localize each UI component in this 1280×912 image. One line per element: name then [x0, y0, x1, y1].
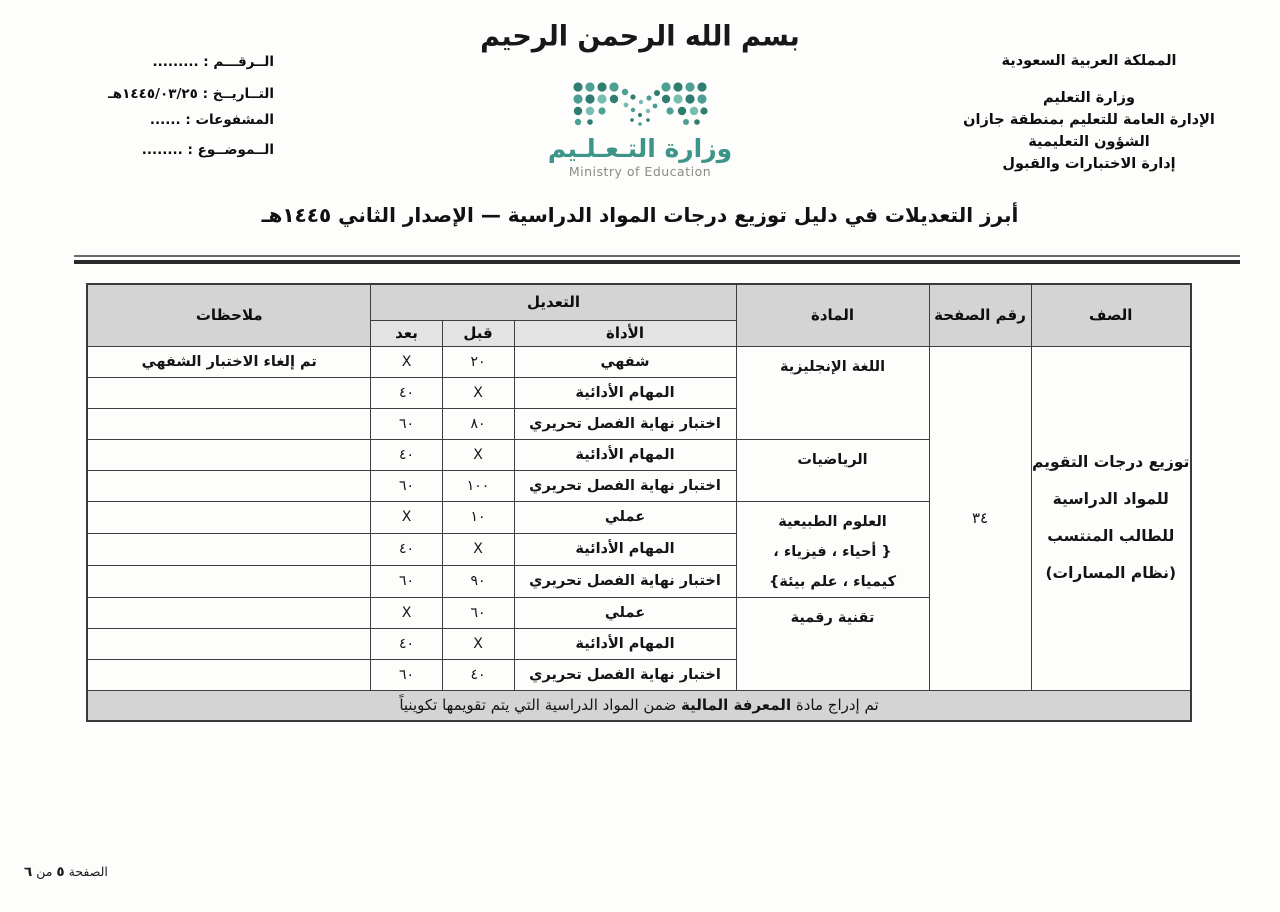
after-cell: ٤٠ — [371, 439, 442, 470]
note-cell: تم إلغاء الاختبار الشفهي — [87, 346, 371, 377]
after-cell: ٦٠ — [371, 659, 442, 690]
field-attachments-value: ...... — [149, 112, 181, 128]
note-cell — [87, 377, 371, 408]
after-cell: ٤٠ — [371, 628, 442, 659]
table-row — [87, 346, 1191, 377]
org-ministry: وزارة التعليم — [1042, 90, 1135, 106]
note-cell — [87, 501, 371, 533]
footer-note-prefix: تم إدراج مادة — [791, 696, 879, 715]
before-cell: ١٠ — [442, 501, 514, 533]
after-cell: ٦٠ — [371, 408, 442, 439]
field-number-value: ......... — [152, 54, 199, 70]
note-cell — [87, 470, 371, 501]
note-cell — [87, 439, 371, 470]
field-number-sep: : — [198, 54, 214, 70]
grade-cell — [1031, 346, 1191, 690]
tool-cell: شفهي — [514, 346, 736, 377]
after-cell: ٦٠ — [371, 565, 442, 597]
before-cell: ٢٠ — [442, 346, 514, 377]
subject-line: { أحياء ، فيزياء ، — [773, 543, 892, 560]
tool-cell: المهام الأدائية — [514, 439, 736, 470]
before-cell: X — [442, 628, 514, 659]
subject-line: تقنية رقمية — [790, 609, 875, 626]
before-cell: ٩٠ — [442, 565, 514, 597]
page-footer — [24, 864, 108, 880]
before-cell: X — [442, 439, 514, 470]
amendments-table-wrapper — [88, 283, 1192, 722]
note-cell — [87, 628, 371, 659]
ministry-logo-dots-icon — [571, 80, 709, 132]
subject-line: العلوم الطبيعية — [778, 513, 887, 530]
footer-note-bold: المعرفة المالية — [681, 696, 792, 715]
note-cell — [87, 565, 371, 597]
tool-cell: المهام الأدائية — [514, 628, 736, 659]
subject-cell-digital-tech — [736, 597, 929, 690]
grade-line: للطالب المنتسب — [1047, 527, 1175, 545]
field-date-sep: : — [197, 86, 213, 102]
before-cell: X — [442, 377, 514, 408]
field-number-label: الــرقـــم — [213, 54, 274, 70]
note-cell — [87, 597, 371, 628]
ministry-name-arabic: وزارة التـعـلـيم — [547, 134, 733, 163]
page-footer-total: ٦ — [24, 864, 33, 880]
tool-cell: عملي — [514, 597, 736, 628]
field-subject — [22, 140, 274, 161]
tool-cell: اختبار نهاية الفصل تحريري — [514, 470, 736, 501]
after-cell: X — [371, 346, 442, 377]
bismillah-calligraphy: بسم الله الرحمن الرحيم — [480, 20, 800, 53]
field-date-value: ١٤٤٥/٠٣/٢٥هـ — [108, 86, 198, 102]
field-attachments-label: المشفوعات — [195, 112, 274, 128]
after-cell: ٤٠ — [371, 533, 442, 565]
after-cell: X — [371, 597, 442, 628]
letterhead-org-block — [950, 50, 1228, 175]
header-after: بعد — [371, 320, 442, 346]
subject-cell-science — [736, 501, 929, 597]
footer-note-suffix: ضمن المواد الدراسية التي يتم تقويمها تكوينياً — [399, 696, 681, 715]
divider-thin-line — [74, 255, 1240, 257]
ministry-name-english: Ministry of Education — [568, 164, 712, 179]
subject-cell-english — [736, 346, 929, 439]
table-footer-row — [87, 690, 1191, 721]
before-cell: ٤٠ — [442, 659, 514, 690]
letterhead-fields-block — [22, 52, 274, 161]
subject-cell-math — [736, 439, 929, 501]
org-administration: الإدارة العامة للتعليم بمنطقة جازان — [963, 112, 1215, 128]
amendments-table — [86, 283, 1192, 722]
field-number — [22, 52, 274, 73]
field-attachments — [22, 110, 274, 131]
tool-cell: اختبار نهاية الفصل تحريري — [514, 565, 736, 597]
note-cell — [87, 533, 371, 565]
divider-thick-line — [74, 260, 1240, 264]
org-country: المملكة العربية السعودية — [1001, 53, 1177, 69]
after-cell: X — [371, 501, 442, 533]
subject-line: اللغة الإنجليزية — [779, 358, 886, 375]
document-title: أبرز التعديلات في دليل توزيع درجات المواد الدراسية — الإصدار الثاني ١٤٤٥هـ — [261, 203, 1019, 227]
after-cell: ٤٠ — [371, 377, 442, 408]
header-amendment: التعديل — [371, 284, 736, 320]
header-grade: الصف — [1031, 284, 1191, 346]
page-footer-of: من — [32, 864, 57, 879]
header-subject: المادة — [736, 284, 929, 346]
tool-cell: اختبار نهاية الفصل تحريري — [514, 659, 736, 690]
grade-line: للمواد الدراسية — [1052, 490, 1169, 508]
subject-line: كيمياء ، علم بيئة} — [768, 573, 897, 590]
grade-line: (نظام المسارات) — [1045, 564, 1177, 582]
field-subject-value: ........ — [141, 142, 183, 158]
header-notes: ملاحظات — [87, 284, 371, 346]
header-tool: الأداة — [514, 320, 736, 346]
header-page-number: رقم الصفحة — [929, 284, 1031, 346]
field-attachments-sep: : — [180, 112, 196, 128]
letterhead-logo-block — [460, 8, 820, 180]
tool-cell: اختبار نهاية الفصل تحريري — [514, 408, 736, 439]
field-subject-sep: : — [182, 142, 198, 158]
field-date-label: التــاريــخ — [212, 86, 274, 102]
before-cell: ٦٠ — [442, 597, 514, 628]
note-cell — [87, 408, 371, 439]
tool-cell: عملي — [514, 501, 736, 533]
title-divider — [74, 255, 1240, 264]
before-cell: X — [442, 533, 514, 565]
header-before: قبل — [442, 320, 514, 346]
org-section: إدارة الاختبارات والقبول — [1002, 156, 1176, 172]
before-cell: ٨٠ — [442, 408, 514, 439]
subject-line: الرياضيات — [797, 451, 868, 468]
page-number-cell: ٣٤ — [929, 346, 1031, 690]
org-department: الشؤون التعليمية — [1028, 134, 1150, 150]
tool-cell: المهام الأدائية — [514, 377, 736, 408]
tool-cell: المهام الأدائية — [514, 533, 736, 565]
note-cell — [87, 659, 371, 690]
before-cell: ١٠٠ — [442, 470, 514, 501]
field-date — [22, 84, 274, 105]
grade-line: توزيع درجات التقويم — [1032, 453, 1190, 471]
page-footer-current: ٥ — [56, 864, 65, 880]
table-footer-note — [87, 690, 1191, 721]
after-cell: ٦٠ — [371, 470, 442, 501]
field-subject-label: الــموضــوع — [197, 142, 274, 158]
page-footer-label: الصفحة — [64, 864, 108, 879]
